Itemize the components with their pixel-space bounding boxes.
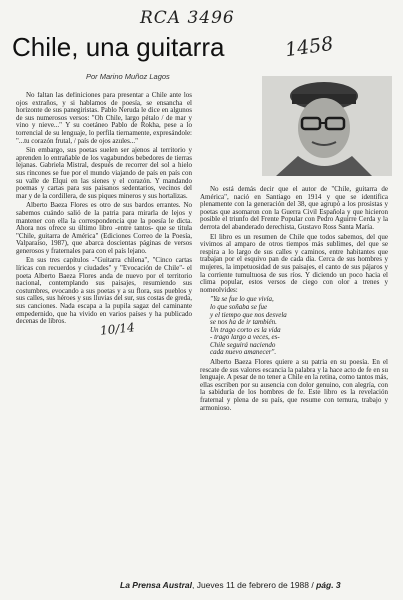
- handwritten-number-note: 1458: [283, 32, 335, 62]
- author-portrait-photo: [262, 76, 392, 176]
- author-portrait-image: [262, 76, 392, 176]
- handwritten-margin-note: 10/14: [99, 320, 136, 338]
- paragraph: No está demás decir que el autor de "Chile, guitarra de América", nació en Santiago en 1914 y que se identifica plenamente con la generación del 38, que agrupó a los prosistas y poetas que asomaron con la Guerra Civil Española y que hicieron posible el triunfo del Frente Popular con Pedro Aguirre Cerda y la derrota del abanderado derechista, Gustavo Ross Santa María.: [200, 186, 388, 231]
- poem-line: - trago largo a veces, es-: [210, 333, 280, 342]
- paragraph: Alberto Baeza Flores es otro de sus bardos errantes. No sabemos cuándo salió de la patria para mirarla de lejos y mantener con ella la correspondencia que la poesía le dicta. Ahora nos ofrece su último libro -entre tantos- que se titula "Chile, guitarra de América" (Ediciones Correo de la Poesía, Valparaíso, 1987), que abarca doscientas páginas de versos generosos y fraternales para con el país lejano.: [16, 201, 192, 255]
- poem-line: se nos ha de ir también.: [210, 318, 277, 327]
- poem-line: lo que soñaba se fue: [210, 302, 268, 311]
- poem-line: y el tiempo que nos desvela: [210, 310, 287, 319]
- publication-name: La Prensa Austral: [120, 580, 192, 590]
- paragraph: No faltan las definiciones para presentar a Chile ante los ojos extraños, y si hablamos de poesía, se ensancha el horizonte de sus panegiristas. Pablo Neruda le dice en algunos de sus numerosos versos: "Oh Chile, largo pétalo / de mar y vino y nieve..." Y su coetáneo Pablo de Rokha, pese a lo torrencial de su lenguaje, lo perfila tiernamente, expresándole: "...tu corazón frutal, / país de ojos azules...": [16, 92, 192, 145]
- handwritten-catalog-note: RCA 3496: [140, 8, 235, 28]
- paragraph: Sin embargo, sus poetas suelen ser ajenos al territorio y aprenden lo entrañable de los vagabundos bebedores de tierras lejanas. Gabriela Mistral, después de recorrer del sol a hielo sus rincones se fue por el mundo viajando de país en país con su valle de Elqui en las sienes y el corazón. Y mandando poemas y cartas para sus paisanos sedentarios, vecinos del mar y de la cordillera, de sus piques mineros y sus hortalizas.: [16, 146, 192, 200]
- article-byline: Por Marino Muñoz Lagos: [86, 72, 170, 81]
- publication-footer: [120, 580, 341, 590]
- paragraph: El libro es un resumen de Chile que todos sabemos, del que vivimos al amparo de otros tiempos más sublimes, del que se respira a lo largo de sus calles y caminos, entre habitantes que trabajan por el esquivo pan de cada día. Cerca de sus hombres y mujeres, la impetuosidad de sus paisajes, el canto de sus pájaros y la corriente tumultuosa de sus ríos. Y diciendo un poco hacia el clima popular, estos versos de ciego con olor a trenes y nomeolvides:: [200, 232, 388, 294]
- poem-line: cada nuevo amanecer".: [210, 348, 277, 357]
- article-column-2: [200, 186, 388, 584]
- publication-date: , Jueves 11 de febrero de 1988 /: [191, 580, 317, 590]
- paragraph: En sus tres capítulos -"Guitarra chilena", "Cinco cartas líricas con recuerdos y ciudades" y "Evocación de Chile"- el poeta Alberto Baeza Flores anda de nuevo por el territorio nacional, contemplando sus paisajes, resumiendo sus costumbres, evocando a sus poetas y a su flora, sus pueblos y sus calles, sus héroes y sus lluvias del sur, sus costas de greda, sus canciones. Nada escapa a la pupila sagaz del caminante empedernido, que ha vivido en varios países y ha publicado decenas de libros.: [16, 256, 192, 326]
- poem-line: "Ya se fue lo que vivía,: [210, 295, 274, 304]
- poem-line: Un trago corto es la vida: [210, 325, 281, 334]
- poem-line: Chile seguirá naciendo: [210, 340, 276, 349]
- article-title: Chile, una guitarra: [12, 32, 225, 62]
- paragraph: Alberto Baeza Flores quiere a su patria en su poesía. En el rescate de sus valores escancia la palabra y la hace acto de fe en su lenguaje. A pesar de no tener a Chile en la retina, como tantos más, ellas escriben por su ausencia con dolor genuino, con alegría, con la sabiduría de los hombres de fe. Este libro es la revelación fraternal y plena de su país, que resume con ternura, trabajo y armonioso.: [200, 358, 388, 412]
- poem-quote: [210, 296, 388, 357]
- page-number: pág. 3: [316, 580, 341, 590]
